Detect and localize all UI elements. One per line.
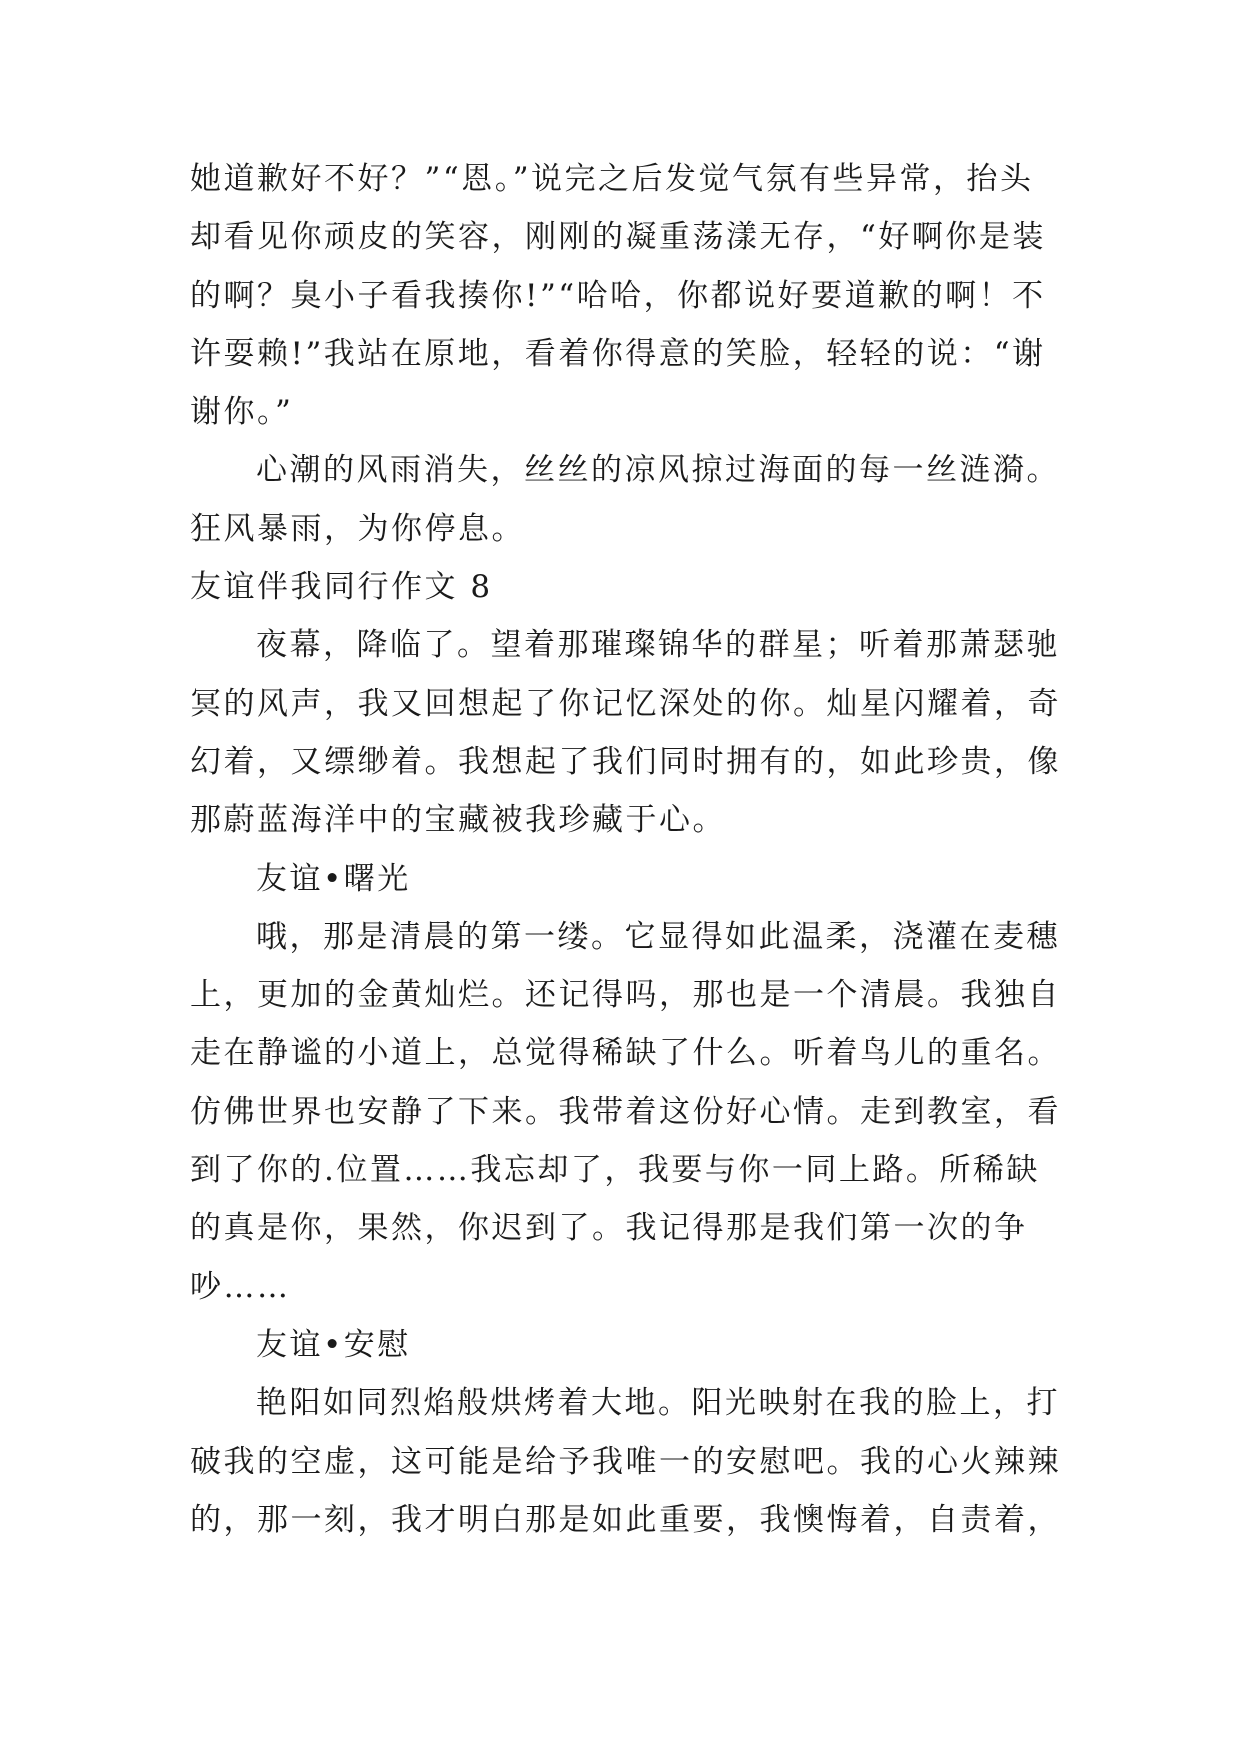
text-line: 吵…… [190,1268,291,1305]
text-line: 破我的空虚，这可能是给予我唯一的安慰吧。我的心火辣辣 [190,1443,1061,1480]
paragraph-start-line: 心潮的风雨消失，丝丝的凉风掠过海面的每一丝涟漪。 [256,452,1060,489]
text-line: 的啊？臭小子看我揍你!”“哈哈，你都说好要道歉的啊！不 [190,277,1046,314]
text-line: 那蔚蓝海洋中的宝藏被我珍藏于心。 [190,802,726,839]
text-line: 走在静谧的小道上，总觉得稀缺了什么。听着鸟儿的重名。 [190,1035,1061,1072]
paragraph-start-line: 哦，那是清晨的第一缕。它显得如此温柔，浇灌在麦穗 [256,918,1060,955]
paragraph-start-line: 艳阳如同烈焰般烘烤着大地。阳光映射在我的脸上，打 [256,1385,1060,1422]
subheading: 友谊•曙光 [256,860,411,897]
section-title: 友谊伴我同行作文 8 [190,569,493,606]
text-line: 上，更加的金黄灿烂。还记得吗，那也是一个清晨。我独自 [190,977,1061,1014]
text-line: 冥的风声，我又回想起了你记忆深处的你。灿星闪耀着，奇 [190,685,1061,722]
text-line: 她道歉好不好？”“恩。”说完之后发觉气氛有些异常，抬头 [190,161,1034,197]
text-line: 谢你。” [190,394,294,431]
text-line: 狂风暴雨，为你停息。 [190,510,525,547]
article-body [190,150,1061,1549]
text-line: 却看见你顽皮的笑容，刚刚的凝重荡漾无存，“好啊你是装 [190,219,1046,256]
text-line: 仿佛世界也安静了下来。我带着这份好心情。走到教室，看 [190,1093,1061,1130]
paragraph-start-line: 夜幕，降临了。望着那璀璨锦华的群星；听着那萧瑟驰 [256,627,1060,664]
text-line: 的，那一刻，我才明白那是如此重要，我懊悔着，自责着， [190,1501,1061,1538]
text-line: 的真是你，果然，你迟到了。我记得那是我们第一次的争 [190,1210,1028,1247]
text-line: 幻着，又缥缈着。我想起了我们同时拥有的，如此珍贵，像 [190,743,1061,780]
text-line: 许耍赖!”我站在原地，看着你得意的笑脸，轻轻的说：“谢 [190,335,1046,372]
text-line: 到了你的.位置……我忘却了，我要与你一同上路。所稀缺 [190,1152,1040,1189]
subheading: 友谊•安慰 [256,1326,411,1363]
